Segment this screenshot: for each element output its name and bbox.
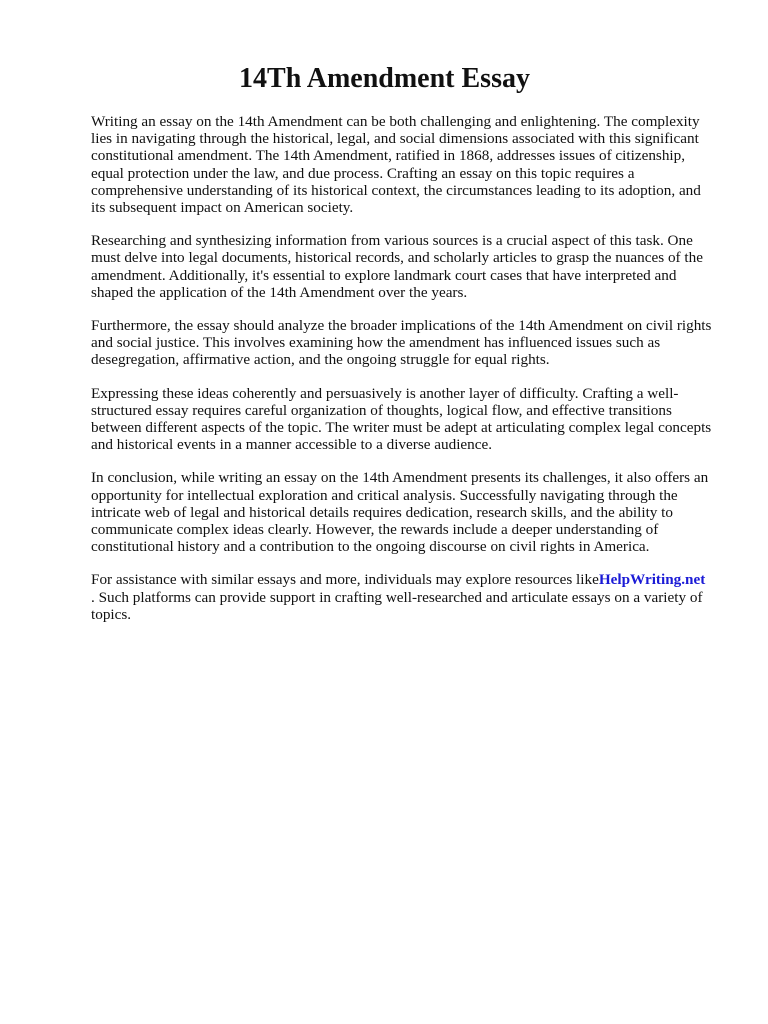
- paragraph-intro: Writing an essay on the 14th Amendment can be both challenging and enlightening. The complexity lies in navigating through the historical, legal, and social dimensions associated with this significant constitutional amendment. The 14th Amendment, ratified in 1868, addresses issues of citizenship, equal protection under the law, and due process. Crafting an essay on this topic requires a comprehensive understanding of its historical context, the circumstances leading to its adoption, and its subsequent impact on American society.: [91, 113, 701, 217]
- paragraph-implications: Furthermore, the essay should analyze the broader implications of the 14th Amendment on civil rights and social justice. This involves examining how the amendment has influenced issues such as desegregation, affirmative action, and the ongoing struggle for equal rights.: [91, 317, 712, 369]
- closing-text-before-link: For assistance with similar essays and more, individuals may explore resources like: [91, 571, 599, 589]
- paragraph-research: Researching and synthesizing information from various sources is a crucial aspect of this task. One must delve into legal documents, historical records, and scholarly articles to grasp the nuances of the amendment. Additionally, it's essential to explore landmark court cases that have interpreted and shaped the application of the 14th Amendment over the years.: [91, 232, 703, 301]
- paragraph-closing: [91, 571, 716, 623]
- helpwriting-link[interactable]: HelpWriting.net: [598, 571, 706, 589]
- paragraph-expression: Expressing these ideas coherently and persuasively is another layer of difficulty. Crafting a well-structured essay requires careful organization of thoughts, logical flow, and effective transitions between different aspects of the topic. The writer must be adept at articulating complex legal concepts and historical events in a manner accessible to a diverse audience.: [91, 384, 712, 454]
- paragraph-conclusion: In conclusion, while writing an essay on the 14th Amendment presents its challenges, it also offers an opportunity for intellectual exploration and critical analysis. Successfully navigating through the intricate web of legal and historical details requires dedication, research skills, and the ability to communicate complex ideas clearly. However, the rewards include a deeper understanding of constitutional history and a contribution to the ongoing discourse on civil rights in America.: [91, 469, 709, 556]
- closing-text-after-link: . Such platforms can provide support in crafting well-researched and articulate essays on a variety of topics.: [91, 588, 703, 623]
- document-title: 14Th Amendment Essay: [239, 63, 530, 94]
